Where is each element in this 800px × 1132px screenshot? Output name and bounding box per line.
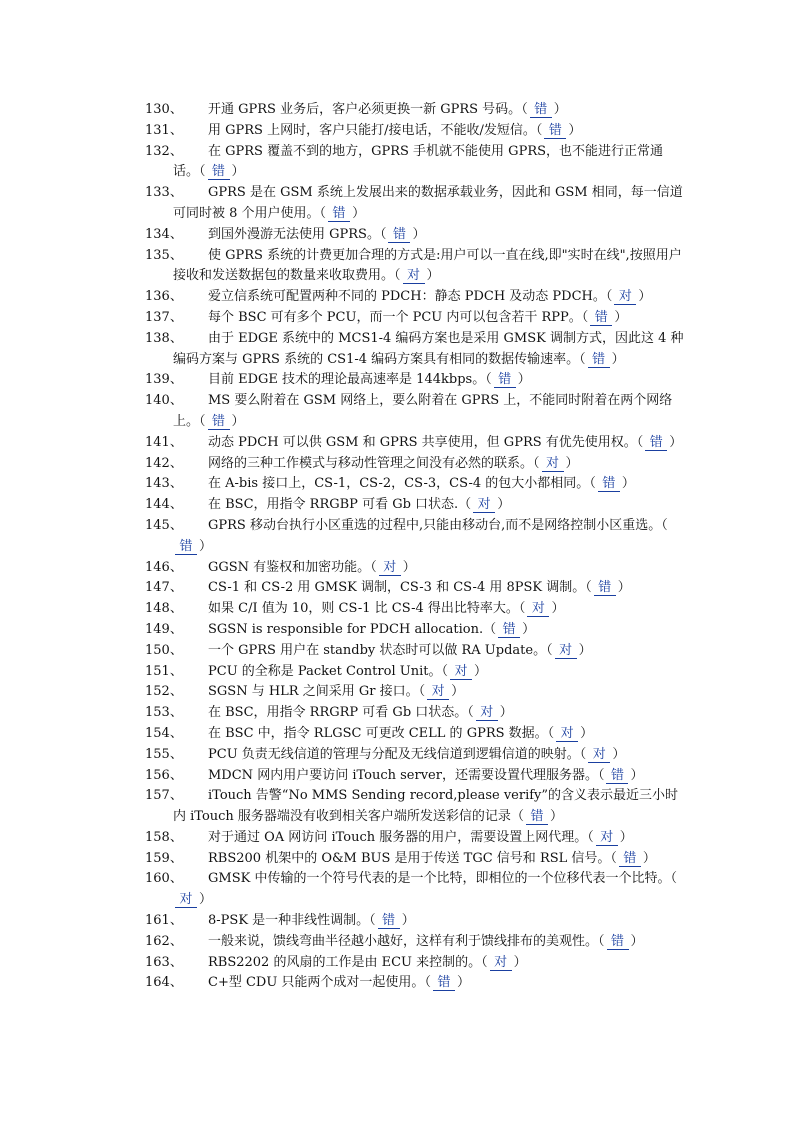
question-number: 163、 <box>145 954 183 970</box>
answer-paren-open: （ <box>394 268 401 284</box>
answer-value: 对 <box>476 705 498 721</box>
answer-paren-close: ） <box>614 309 628 325</box>
answer-paren-open: （ <box>597 767 605 783</box>
question-item <box>145 370 685 391</box>
question-number: 130、 <box>145 102 183 117</box>
question-number: 164、 <box>145 975 183 991</box>
question-number: 159、 <box>145 850 183 866</box>
question-number: 153、 <box>145 705 183 721</box>
answer-value: 对 <box>588 747 610 763</box>
answer-paren-close: ） <box>473 663 487 679</box>
question-text: C+型 CDU 只能两个成对一起使用。 <box>208 975 425 991</box>
question-text: 爱立信系统可配置两种不同的 PDCH：静态 PDCH 及动态 PDCH。 <box>208 289 606 305</box>
answer-paren-open: （ <box>467 705 474 721</box>
answer-paren-close: ） <box>517 372 531 388</box>
answer-value: 错 <box>606 768 628 784</box>
answer-value: 错 <box>607 934 629 950</box>
answer-paren-open: （ <box>510 809 524 825</box>
answer-value: 错 <box>645 435 667 451</box>
question-item <box>145 578 685 599</box>
answer-paren-open: （ <box>199 164 206 180</box>
answer-paren-close: ） <box>513 954 527 970</box>
question-text: MDCN 网内用户要访问 iTouch server，还需要设置代理服务器。 <box>208 767 598 783</box>
question-number: 139、 <box>145 372 183 388</box>
question-item <box>145 100 685 121</box>
answer-paren-close: ） <box>580 725 594 741</box>
answer-value: 错 <box>388 227 410 243</box>
question-number: 131、 <box>145 122 183 138</box>
question-number: 148、 <box>145 601 183 617</box>
question-text: 由于 EDGE 系统中的 MCS1-4 编码方案也是采用 GMSK 调制方式，因此这 4 种编码方案与 GPRS 系统的 CS1-4 编码方案具有相同的数据传输速率。 <box>173 330 684 367</box>
question-text: 在 BSC，用指令 RRGRP 可看 Gb 口状态。 <box>208 705 468 721</box>
answer-paren-close: ） <box>426 268 440 284</box>
answer-paren-close: ） <box>549 809 563 825</box>
answer-value: 错 <box>208 164 230 180</box>
question-item <box>145 662 685 683</box>
question-number: 135、 <box>145 247 183 263</box>
answer-value: 错 <box>619 851 641 867</box>
answer-paren-close: ） <box>630 767 644 783</box>
question-item <box>145 225 685 246</box>
answer-value: 错 <box>494 372 516 388</box>
question-number: 140、 <box>145 393 183 409</box>
answer-value: 对 <box>450 664 472 680</box>
answer-paren-close: ） <box>568 122 582 138</box>
question-text: 如果 C/I 值为 10，则 CS-1 比 CS-4 得出比特率大。 <box>208 601 519 617</box>
question-item <box>145 599 685 620</box>
answer-paren-open: （ <box>418 684 426 700</box>
question-item <box>145 849 685 870</box>
question-number: 152、 <box>145 684 183 700</box>
answer-paren-close: ） <box>199 538 213 554</box>
question-text: 开通 GPRS 业务后，客户必须更换一新 GPRS 号码。 <box>208 102 522 117</box>
question-list <box>145 100 685 994</box>
question-number: 145、 <box>145 517 183 533</box>
answer-paren-close: ） <box>617 580 631 596</box>
answer-paren-open: （ <box>589 476 596 492</box>
question-text: GMSK 中传输的一个符号代表的是一个比特，即相位的一个位移代表一个比特。 <box>208 871 671 887</box>
question-item <box>145 953 685 974</box>
question-number: 141、 <box>145 434 183 450</box>
answer-value: 错 <box>544 123 566 139</box>
answer-value: 错 <box>588 352 610 368</box>
question-item <box>145 869 685 911</box>
answer-paren-close: ） <box>621 476 635 492</box>
question-text: GGSN 有鉴权和加密功能。 <box>208 559 371 575</box>
question-text: GPRS 是在 GSM 系统上发展出来的数据承载业务，因此和 GSM 相同，每一信道可同时被 8 个用户使用。 <box>173 185 683 221</box>
question-item <box>145 495 685 516</box>
answer-value: 错 <box>498 622 520 638</box>
question-item <box>145 766 685 787</box>
question-item <box>145 703 685 724</box>
question-item <box>145 183 685 225</box>
answer-paren-open: （ <box>581 309 589 325</box>
answer-paren-close: ） <box>551 601 565 617</box>
question-text: RBS200 机架中的 O&M BUS 是用于传送 TGC 信号和 RSL 信号。 <box>208 850 611 866</box>
answer-paren-close: ） <box>612 746 626 762</box>
question-number: 150、 <box>145 642 183 658</box>
answer-value: 对 <box>175 892 197 908</box>
answer-value: 错 <box>378 913 400 929</box>
question-text: 在 BSC 中，指令 RLGSC 可更改 CELL 的 GPRS 数据。 <box>208 725 548 741</box>
question-item <box>145 745 685 766</box>
question-item <box>145 246 685 288</box>
answer-paren-open: （ <box>369 913 376 929</box>
answer-paren-open: （ <box>441 663 448 679</box>
answer-paren-close: ） <box>638 289 652 305</box>
question-text: RBS2202 的风扇的工作是由 ECU 来控制的。 <box>208 954 482 970</box>
answer-value: 对 <box>490 955 512 971</box>
answer-paren-close: ） <box>553 102 567 117</box>
question-item <box>145 620 685 641</box>
answer-paren-open: （ <box>533 455 540 471</box>
question-text: 目前 EDGE 技术的理论最高速率是 144kbps。 <box>208 372 486 388</box>
question-number: 147、 <box>145 580 183 596</box>
answer-paren-open: （ <box>670 871 677 887</box>
answer-paren-open: （ <box>485 372 492 388</box>
answer-paren-close: ） <box>401 913 415 929</box>
question-text: GPRS 移动台执行小区重选的过程中,只能由移动台,而不是网络控制小区重选。 <box>208 517 662 533</box>
question-text: SGSN is responsible for PDCH allocation. <box>208 621 484 637</box>
question-text: iTouch 告警“No MMS Sending record,please verify”的含义表示最近三小时内 iTouch 服务器端没有收到相关客户端所发送彩信的记录 <box>173 788 679 825</box>
answer-value: 对 <box>527 601 549 617</box>
question-item <box>145 121 685 142</box>
question-number: 136、 <box>145 289 183 305</box>
question-item <box>145 329 685 371</box>
answer-value: 错 <box>526 809 548 825</box>
answer-paren-close: ） <box>231 164 245 180</box>
question-text: 每个 BSC 可有多个 PCU，而一个 PCU 内可以包含若干 RPP。 <box>208 309 582 325</box>
answer-paren-close: ） <box>522 621 536 637</box>
question-item <box>145 516 685 558</box>
answer-paren-open: （ <box>610 850 617 866</box>
answer-paren-open: （ <box>579 351 586 367</box>
question-number: 157、 <box>145 788 183 804</box>
answer-paren-open: （ <box>370 559 377 575</box>
question-number: 143、 <box>145 476 183 492</box>
answer-paren-open: （ <box>319 205 327 221</box>
answer-paren-close: ） <box>565 455 579 471</box>
question-text: 网络的三种工作模式与移动性管理之间没有必然的联系。 <box>208 455 534 471</box>
question-number: 158、 <box>145 829 183 845</box>
question-number: 155、 <box>145 746 183 762</box>
answer-value: 对 <box>555 643 577 659</box>
question-item <box>145 142 685 184</box>
question-number: 149、 <box>145 621 183 637</box>
question-item <box>145 391 685 433</box>
question-text: 在 A-bis 接口上，CS-1，CS-2，CS-3，CS-4 的包大小都相同。 <box>208 476 590 492</box>
answer-paren-open: （ <box>636 434 644 450</box>
answer-paren-open: （ <box>481 954 488 970</box>
answer-value: 错 <box>594 580 616 596</box>
answer-paren-open: （ <box>199 413 206 429</box>
question-item <box>145 558 685 579</box>
answer-value: 对 <box>379 560 401 576</box>
answer-paren-open: （ <box>518 601 526 617</box>
question-number: 161、 <box>145 913 183 929</box>
question-text: 在 GPRS 覆盖不到的地方，GPRS 手机就不能使用 GPRS，也不能进行正常通话。 <box>173 143 664 180</box>
answer-paren-open: （ <box>424 975 431 991</box>
question-text: 用 GPRS 上网时，客户只能打/接电话，不能收/发短信。 <box>208 122 536 138</box>
question-number: 134、 <box>145 226 183 242</box>
question-text: 一般来说，馈线弯曲半径越小越好，这样有利于馈线排布的美观性。 <box>208 933 599 949</box>
answer-value: 对 <box>556 726 578 742</box>
question-text: PCU 的全称是 Packet Control Unit。 <box>208 663 442 679</box>
question-number: 132、 <box>145 143 183 159</box>
question-item <box>145 828 685 849</box>
question-text: 一个 GPRS 用户在 standby 状态时可以做 RA Update。 <box>208 642 547 658</box>
question-number: 146、 <box>145 559 183 575</box>
answer-paren-close: ） <box>630 933 644 949</box>
answer-paren-close: ） <box>619 829 633 845</box>
answer-paren-open: （ <box>579 746 587 762</box>
question-text: SGSN 与 HLR 之间采用 Gr 接口。 <box>208 684 419 700</box>
question-item <box>145 433 685 454</box>
answer-paren-open: （ <box>585 580 592 596</box>
answer-paren-open: （ <box>598 933 605 949</box>
question-number: 151、 <box>145 663 183 679</box>
answer-value: 错 <box>598 476 620 492</box>
answer-value: 对 <box>473 497 495 513</box>
answer-paren-open: （ <box>587 829 594 845</box>
answer-value: 对 <box>403 268 425 284</box>
answer-paren-open: （ <box>483 621 497 637</box>
question-item <box>145 682 685 703</box>
question-item <box>145 973 685 994</box>
answer-paren-open: （ <box>535 122 543 138</box>
answer-paren-open: （ <box>661 517 668 533</box>
answer-paren-open: （ <box>521 102 528 117</box>
question-number: 133、 <box>145 185 183 201</box>
answer-paren-close: ） <box>578 642 592 658</box>
question-text: 8-PSK 是一种非线性调制。 <box>208 913 370 929</box>
answer-paren-close: ） <box>402 559 416 575</box>
question-text: MS 要么附着在 GSM 网络上，要么附着在 GPRS 上，不能同时附着在两个网络上。 <box>173 393 673 429</box>
question-item <box>145 287 685 308</box>
answer-value: 错 <box>208 414 230 430</box>
question-number: 160、 <box>145 871 183 887</box>
answer-paren-close: ） <box>669 434 683 450</box>
question-text: CS-1 和 CS-2 用 GMSK 调制，CS-3 和 CS-4 用 8PSK 调制。 <box>208 580 586 596</box>
answer-value: 错 <box>433 975 455 991</box>
answer-paren-close: ） <box>456 975 470 991</box>
question-number: 137、 <box>145 309 183 325</box>
answer-paren-open: （ <box>546 642 553 658</box>
question-number: 138、 <box>145 330 183 346</box>
answer-value: 错 <box>328 206 350 222</box>
question-item <box>145 786 685 828</box>
question-item <box>145 474 685 495</box>
answer-paren-close: ） <box>231 413 245 429</box>
question-item <box>145 308 685 329</box>
answer-paren-open: （ <box>379 226 387 242</box>
question-item <box>145 454 685 475</box>
answer-paren-open: （ <box>458 497 472 513</box>
answer-paren-open: （ <box>605 289 613 305</box>
answer-paren-close: ） <box>352 205 366 221</box>
question-number: 154、 <box>145 725 183 741</box>
question-text: 到国外漫游无法使用 GPRS。 <box>208 226 380 242</box>
answer-paren-close: ） <box>499 705 513 721</box>
answer-value: 对 <box>427 684 449 700</box>
answer-value: 对 <box>596 830 618 846</box>
answer-value: 错 <box>175 539 197 555</box>
question-text: PCU 负责无线信道的管理与分配及无线信道到逻辑信道的映射。 <box>208 746 580 762</box>
question-text: 动态 PDCH 可以供 GSM 和 GPRS 共享使用，但 GPRS 有优先使用权。 <box>208 434 637 450</box>
question-number: 144、 <box>145 497 183 513</box>
question-item <box>145 911 685 932</box>
answer-value: 对 <box>542 456 564 472</box>
answer-paren-close: ） <box>199 892 213 908</box>
answer-paren-close: ） <box>451 684 465 700</box>
question-number: 162、 <box>145 933 183 949</box>
question-text: 对于通过 OA 网访问 iTouch 服务器的用户，需要设置上网代理。 <box>208 829 588 845</box>
answer-value: 对 <box>614 289 636 305</box>
question-number: 156、 <box>145 767 183 783</box>
question-item <box>145 932 685 953</box>
question-text: 在 BSC，用指令 RRGBP 可看 Gb 口状态. <box>208 497 459 513</box>
answer-value: 错 <box>590 310 612 326</box>
question-item <box>145 724 685 745</box>
question-item <box>145 641 685 662</box>
answer-paren-close: ） <box>611 351 625 367</box>
answer-paren-close: ） <box>497 497 511 513</box>
question-number: 142、 <box>145 455 183 471</box>
answer-value: 错 <box>530 102 552 118</box>
answer-paren-close: ） <box>642 850 656 866</box>
answer-paren-open: （ <box>547 725 555 741</box>
question-text: 使 GPRS 系统的计费更加合理的方式是:用户可以一直在线,即"实时在线",按照用户接收和发送数据包的数量来收取费用。 <box>173 247 682 284</box>
answer-paren-close: ） <box>412 226 426 242</box>
